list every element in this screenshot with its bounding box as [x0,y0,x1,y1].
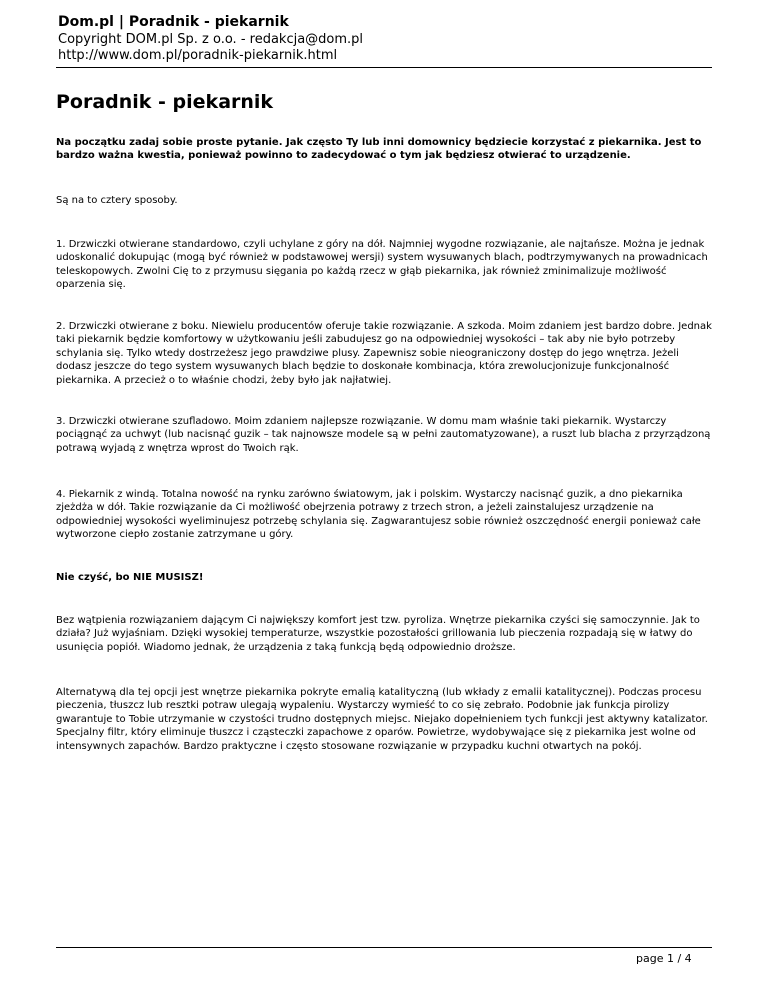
paragraph-pyrolysis: Bez wątpienia rozwiązaniem dającym Ci największy komfort jest tzw. pyroliza. Wnętrze piekarnika czyści się samoczynnie. Jak to działa? Już wyjaśniam. Dzięki wysokiej temperaturze, wszystkie pozostałości grillowania lub pieczenia rozpadają się w łatwy do usunięcia popiół. Wiadomo jednak, że urządzenia z taką funkcją będą odpowiednio droższe. [56,615,700,653]
paragraph-catalytic-enamel: Alternatywą dla tej opcji jest wnętrze piekarnika pokryte emalią katalityczną (lub wkłady z emalii katalitycznej). Podczas procesu pieczenia, tłuszcz lub resztki potraw ulegają wypaleniu. Wystarczy wymieść to co się zebrało. Podobnie jak funkcja pirolizy gwarantuje to Tobie utrzymanie w czystości trudno dostępnych miejsc. Niejako dopełnieniem tych funkcji jest aktywny katalizator. Specjalny filtr, który eliminuje tłuszcz i cząsteczki zapachowe z oparów. Powietrze, wydobywające się z piekarnika jest wolne od intensywnych zapachów. Bardzo praktyczne i często stosowane rozwiązanie w przypadku kuchni otwartych na pokój. [56,687,708,752]
site-title: Dom.pl | Poradnik - piekarnik [58,14,289,30]
lead-paragraph: Na początku zadaj sobie proste pytanie. Jak często Ty lub inni domownicy będziecie korzystać z piekarnika. Jest to bardzo ważna kwestia, ponieważ powinno to zadecydować o tym jak będziesz otwierać to urządzenie. [56,137,702,162]
intro-paragraph: Są na to cztery sposoby. [56,195,178,206]
document-header [56,0,712,68]
copyright-line: Copyright DOM.pl Sp. z o.o. - redakcja@dom.pl [58,32,364,47]
document-footer [56,947,712,965]
paragraph-side-door: 2. Drzwiczki otwierane z boku. Niewielu producentów oferuje takie rozwiązanie. A szkoda. Moim zdaniem jest bardzo dobre. Jednak taki piekarnik będzie komfortowy w użytkowaniu jeśli zabudujesz go na odpowiedniej wysokości – tak aby nie było potrzeby schylania się. Tylko wtedy dostrzeżesz jego prawdziwe plusy. Zapewnisz sobie nieograniczony dostęp do jego wnętrza. Jeżeli dodasz jeszcze do tego system wysuwanych blach będzie to doskonałe kombinacja, która zrewolucjonizuje funkcjonalność piekarnika. A przecież o to właśnie chodzi, żeby było jak najłatwiej. [56,321,712,386]
source-url: http://www.dom.pl/poradnik-piekarnik.html [58,48,338,63]
page-number: page 1 / 4 [636,952,692,965]
paragraph-drawer-door: 3. Drzwiczki otwierane szufladowo. Moim zdaniem najlepsze rozwiązanie. W domu mam właśnie taki piekarnik. Wystarczy pociągnąć za uchwyt (lub nacisnąć guzik – tak najnowsze modele są w pełni zautomatyzowane), a ruszt lub blacha z przyrządzoną potrawą wyjadą z wnętrza wprost do Twoich rąk. [56,416,711,454]
article-title: Poradnik - piekarnik [56,91,274,113]
paragraph-standard-door: 1. Drzwiczki otwierane standardowo, czyli uchylane z góry na dół. Najmniej wygodne rozwiązanie, ale najtańsze. Można je jednak udoskonalić dokupując (mogą być również w podstawowej wersji) system wysuwanych blach, podtrzymywanych na prowadnicach teleskopowych. Zwolni Cię to z przymusu sięgania po każdą rzecz w głąb piekarnika, jak również zminimalizuje możliwość oparzenia się. [56,239,708,291]
document-page [56,0,712,994]
section-heading: Nie czyść, bo NIE MUSISZ! [56,572,204,583]
paragraph-elevator-oven: 4. Piekarnik z windą. Totalna nowość na rynku zarówno światowym, jak i polskim. Wystarczy nacisnąć guzik, a dno piekarnika zjeżdża w dół. Takie rozwiązanie da Ci możliwość obejrzenia potrawy z trzech stron, a jeżeli zainstalujesz urządzenie na odpowiedniej wysokości wyeliminujesz potrzebę schylania się. Zagwarantujesz sobie również oszczędność energii ponieważ całe wytworzone ciepło zostanie zatrzymane u góry. [56,489,701,541]
